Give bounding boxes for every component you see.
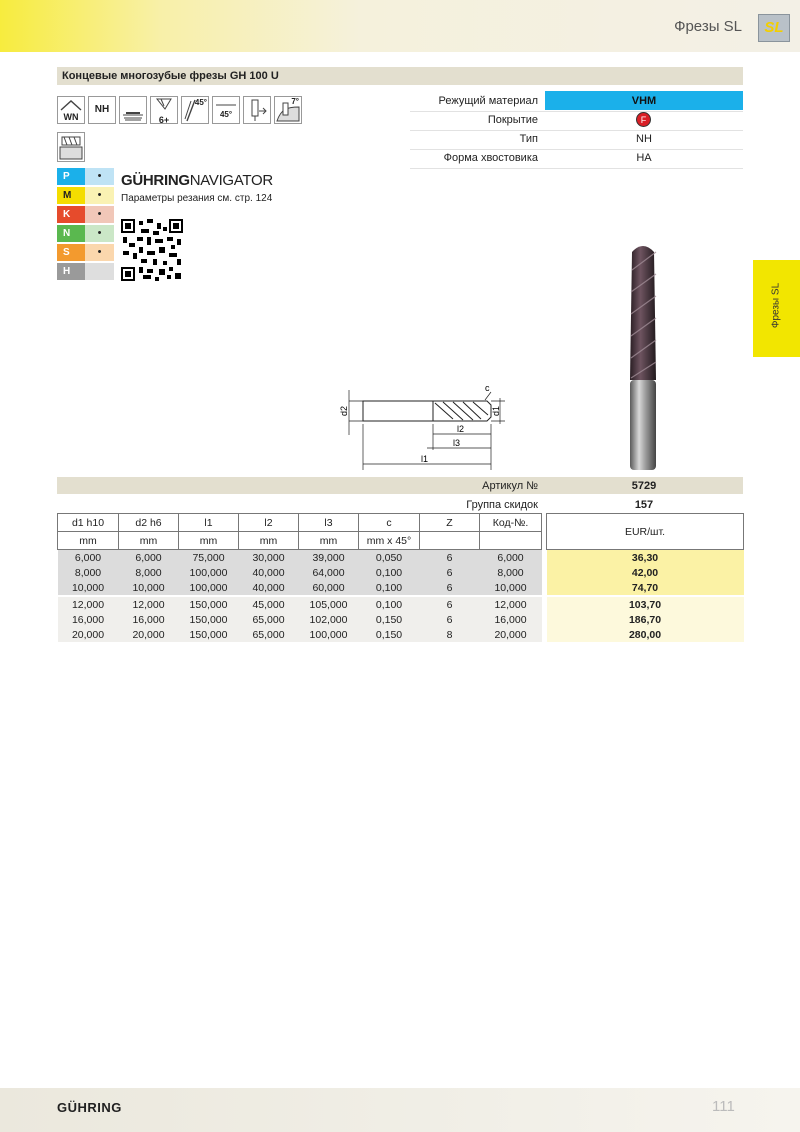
material-row-h: H (57, 263, 114, 280)
unit-cell: mm x 45° (359, 532, 420, 550)
nh-icon: NH (88, 96, 116, 124)
helix-45-icon: 45° (181, 96, 209, 124)
type-label: Тип (519, 133, 538, 145)
material-row-n: N • (57, 225, 114, 242)
article-label: Артикул № (482, 480, 538, 492)
ramp-7-icon: 7° (274, 96, 302, 124)
navigator-logo[interactable]: GÜHRINGNAVIGATOR (121, 172, 273, 189)
col-header-d2: d2 h6 (119, 514, 179, 532)
price-cell: 42,00 (547, 565, 744, 580)
dimensions-table (57, 513, 744, 642)
discount-group-label: Группа скидок (466, 499, 538, 511)
price-cell: 36,30 (547, 550, 744, 566)
label-l3: l3 (453, 438, 461, 448)
label-d2: d2 (339, 405, 349, 416)
col-header-l2: l2 (239, 514, 299, 532)
unit-cell (420, 532, 480, 550)
material-row-m: M • (57, 187, 114, 204)
end-mill-photo (622, 240, 662, 472)
cutting-material-value: VHM (631, 95, 657, 107)
col-header-price: EUR/шт. (547, 514, 744, 550)
article-number: 5729 (631, 480, 657, 492)
sl-logo-text: SL (764, 19, 784, 36)
qr-code[interactable] (121, 219, 183, 281)
unit-cell: mm (239, 532, 299, 550)
cutting-edge-icon (119, 96, 147, 124)
wn-icon: WN (57, 96, 85, 124)
table-row: 12,000 12,000 150,000 45,000 105,000 0,100 6 12,000 103,70 (58, 597, 744, 612)
divider (410, 111, 743, 112)
cutting-params-note: Параметры резания см. стр. 124 (121, 193, 273, 204)
roof-icon (58, 98, 84, 112)
sl-logo (758, 14, 790, 42)
flutes-6-icon: 6+ (150, 96, 178, 124)
coating-badge: F (636, 112, 651, 127)
shank-form-label: Форма хвостовика (443, 152, 538, 164)
price-cell: 74,70 (547, 580, 744, 595)
label-l1: l1 (421, 454, 429, 464)
label-c: c (485, 383, 490, 393)
unit-cell: mm (179, 532, 239, 550)
col-header-code: Код-№. (480, 514, 542, 532)
col-header-d1: d1 h10 (58, 514, 119, 532)
side-tab-label: Фрезы SL (770, 282, 782, 329)
price-cell: 186,70 (547, 612, 744, 627)
page-number: 111 (712, 1098, 735, 1115)
col-header-l3: l3 (299, 514, 359, 532)
table-row: 8,000 8,000 100,000 40,000 64,000 0,100 6 8,000 42,00 (58, 565, 744, 580)
footer-brand-logo: GÜHRING (57, 1100, 122, 1115)
chamfer-45-icon: 45° (212, 96, 240, 124)
material-row-p: P • (57, 168, 114, 185)
type-value: NH (636, 133, 652, 145)
material-row-k: K • (57, 206, 114, 223)
label-d1: d1 (491, 405, 501, 416)
price-cell: 103,70 (547, 597, 744, 612)
discount-group-value: 157 (634, 499, 654, 511)
col-header-c: c (359, 514, 420, 532)
unit-cell: mm (58, 532, 119, 550)
shank-form-value: HA (636, 152, 652, 164)
label-l2: l2 (457, 424, 465, 434)
col-header-z: Z (420, 514, 480, 532)
price-cell: 280,00 (547, 627, 744, 642)
table-row: 10,000 10,000 100,000 40,000 60,000 0,100 6 10,000 74,70 (58, 580, 744, 595)
col-header-l1: l1 (179, 514, 239, 532)
unit-cell: mm (299, 532, 359, 550)
material-row-s: S • (57, 244, 114, 261)
unit-cell (480, 532, 542, 550)
table-row: 6,000 6,000 75,000 30,000 39,000 0,050 6 6,000 36,30 (58, 550, 744, 566)
unit-cell: mm (119, 532, 179, 550)
side-milling-icon (57, 132, 85, 162)
divider (410, 149, 743, 150)
divider (410, 130, 743, 131)
tool-drawing (335, 380, 515, 472)
header-title: Фрезы SL (674, 18, 742, 35)
coating-label: Покрытие (487, 114, 538, 126)
table-row: 20,000 20,000 150,000 65,000 100,000 0,150 8 20,000 280,00 (58, 627, 744, 642)
divider (410, 168, 743, 169)
section-title: Концевые многозубые фрезы GH 100 U (62, 70, 279, 82)
table-row: 16,000 16,000 150,000 65,000 102,000 0,150 6 16,000 186,70 (58, 612, 744, 627)
plunge-icon (243, 96, 271, 124)
cutting-material-label: Режущий материал (438, 95, 538, 107)
